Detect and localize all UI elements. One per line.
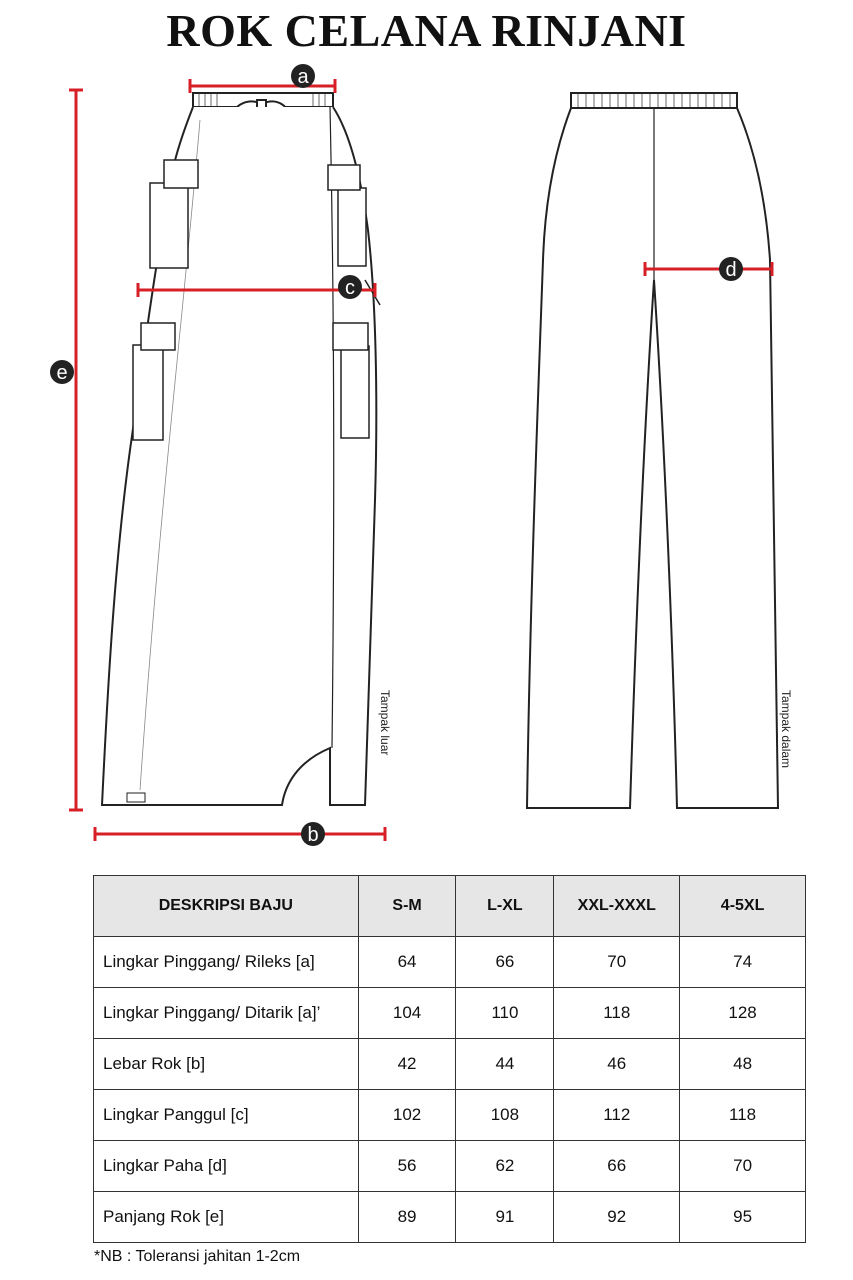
- header-s-m: S-M: [358, 876, 456, 937]
- cell-value: 110: [456, 988, 554, 1039]
- cell-value: 44: [456, 1039, 554, 1090]
- cell-value: 62: [456, 1141, 554, 1192]
- table-row: [94, 988, 806, 1039]
- back-view-drawing: [527, 93, 778, 808]
- back-waistband: [571, 93, 737, 108]
- row-desc: Panjang Rok [e]: [94, 1192, 359, 1243]
- cell-value: 46: [554, 1039, 680, 1090]
- header-xxl-xxxl: XXL-XXXL: [554, 876, 680, 937]
- table-row: [94, 1039, 806, 1090]
- table-row: [94, 1192, 806, 1243]
- cell-value: 48: [680, 1039, 806, 1090]
- front-pocket-2: [133, 345, 163, 440]
- cell-value: 102: [358, 1090, 456, 1141]
- front-pocket-3: [338, 188, 366, 266]
- cell-value: 112: [554, 1090, 680, 1141]
- front-view-drawing: [102, 93, 380, 805]
- row-desc: Lingkar Pinggang/ Ditarik [a]’: [94, 988, 359, 1039]
- table-header-row: [94, 876, 806, 937]
- table-row: [94, 1141, 806, 1192]
- back-view-label: Tampak dalam: [779, 690, 793, 769]
- cell-value: 128: [680, 988, 806, 1039]
- size-table: [93, 875, 806, 1243]
- cell-value: 108: [456, 1090, 554, 1141]
- cell-value: 66: [554, 1141, 680, 1192]
- cell-value: 70: [680, 1141, 806, 1192]
- front-outline: [102, 107, 376, 805]
- cell-value: 66: [456, 937, 554, 988]
- tolerance-note: *NB : Toleransi jahitan 1-2cm: [94, 1248, 301, 1265]
- page-title: ROK CELANA RINJANI: [166, 5, 687, 56]
- marker-b: b: [307, 824, 319, 846]
- marker-e: e: [56, 362, 68, 384]
- header-4-5xl: 4-5XL: [680, 876, 806, 937]
- row-desc: Lebar Rok [b]: [94, 1039, 359, 1090]
- cell-value: 56: [358, 1141, 456, 1192]
- row-desc: Lingkar Pinggang/ Rileks [a]: [94, 937, 359, 988]
- cell-value: 118: [680, 1090, 806, 1141]
- front-view-label: Tampak luar: [378, 690, 392, 756]
- table-row: [94, 937, 806, 988]
- header-desc: DESKRIPSI BAJU: [94, 876, 359, 937]
- cell-value: 64: [358, 937, 456, 988]
- cell-value: 89: [358, 1192, 456, 1243]
- row-desc: Lingkar Paha [d]: [94, 1141, 359, 1192]
- table-row: [94, 1090, 806, 1141]
- row-desc: Lingkar Panggul [c]: [94, 1090, 359, 1141]
- back-outline: [527, 108, 778, 808]
- cell-value: 74: [680, 937, 806, 988]
- cell-value: 95: [680, 1192, 806, 1243]
- cell-value: 92: [554, 1192, 680, 1243]
- marker-c: c: [345, 277, 355, 299]
- marker-a: a: [297, 66, 309, 88]
- cell-value: 91: [456, 1192, 554, 1243]
- front-pocket-1: [150, 183, 188, 268]
- cell-value: 70: [554, 937, 680, 988]
- header-l-xl: L-XL: [456, 876, 554, 937]
- cell-value: 42: [358, 1039, 456, 1090]
- cell-value: 104: [358, 988, 456, 1039]
- marker-d: d: [725, 259, 737, 281]
- cell-value: 118: [554, 988, 680, 1039]
- front-pocket-4: [341, 346, 369, 438]
